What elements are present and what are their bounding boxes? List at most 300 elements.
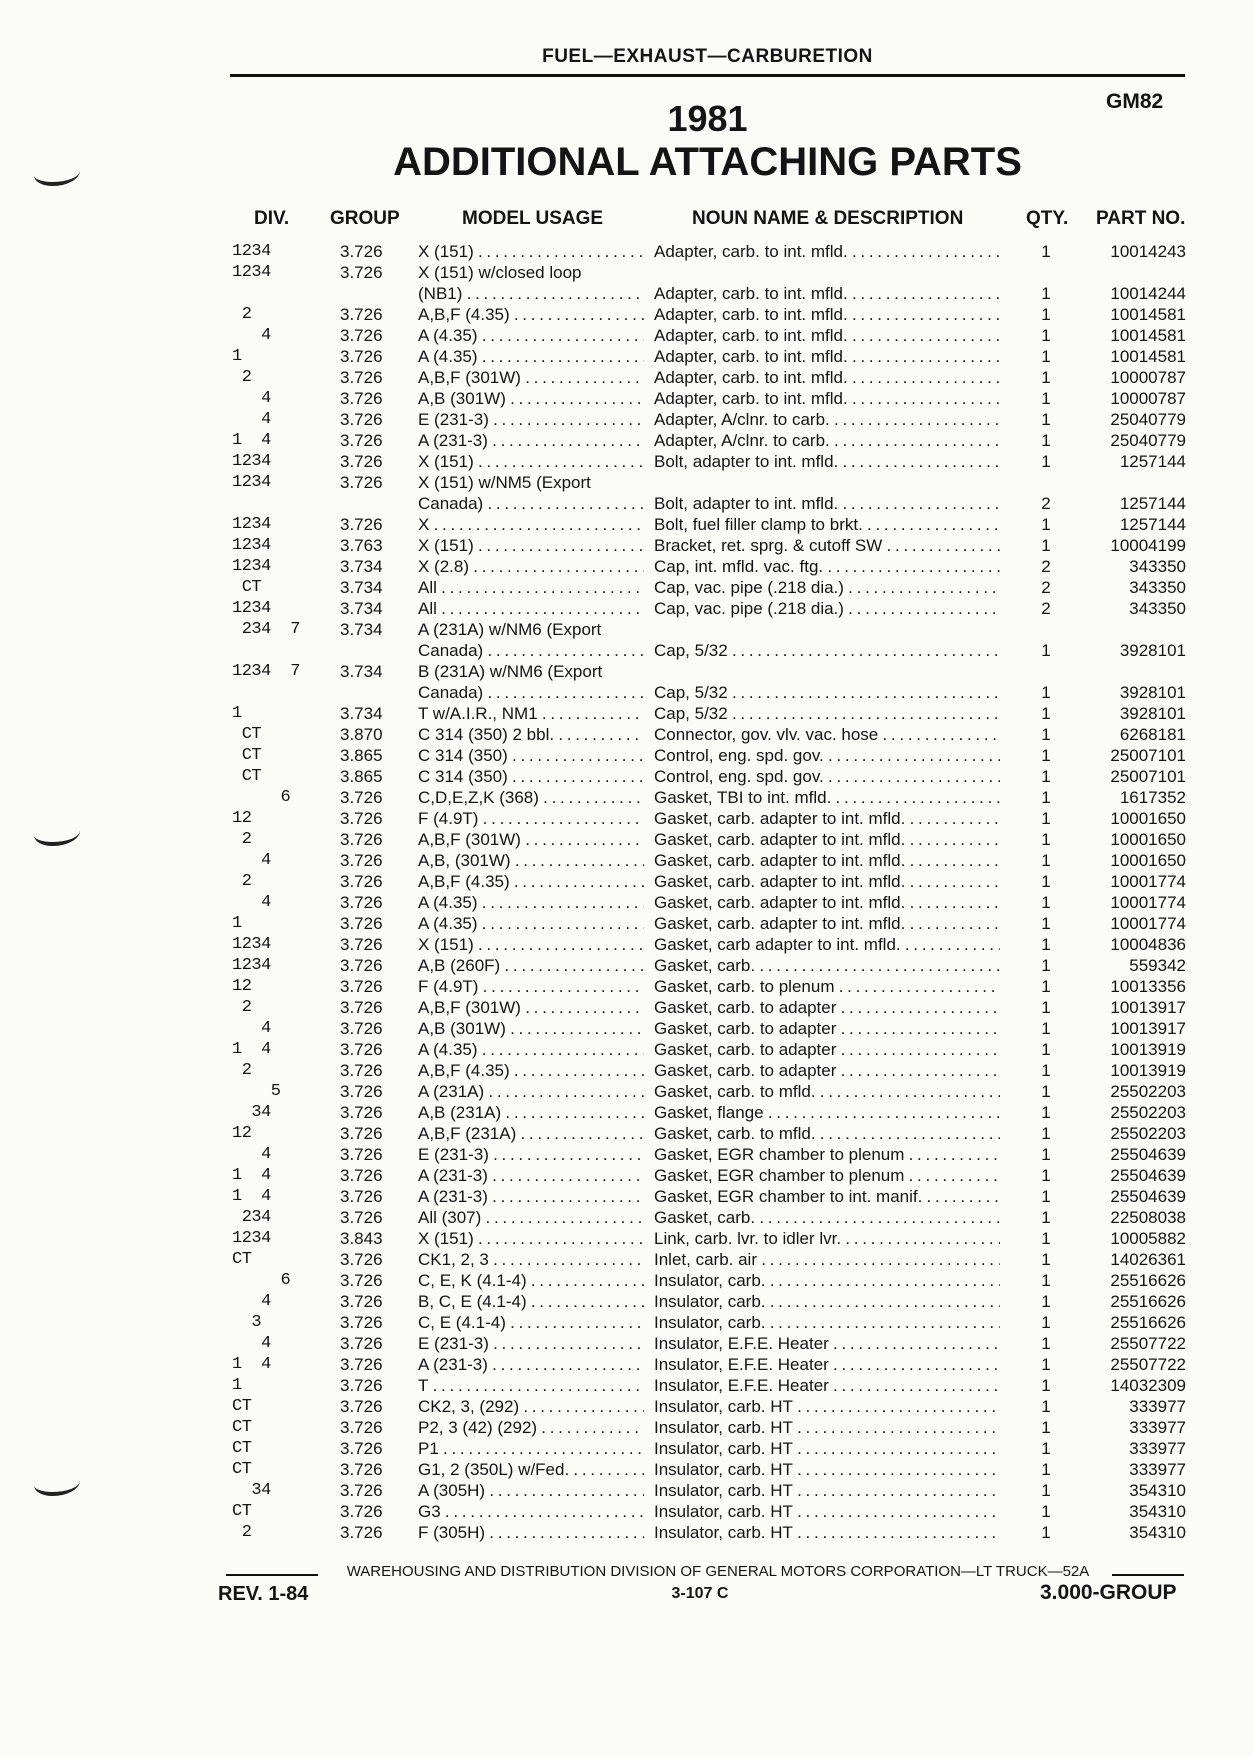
table-row xyxy=(226,997,1186,1018)
table-row xyxy=(226,1291,1186,1312)
description-cell: Control, eng. spd. gov. . . . xyxy=(654,745,1000,766)
div-cell: CT xyxy=(232,746,262,765)
table-row xyxy=(226,766,1186,787)
qty-cell: 1 xyxy=(1041,935,1051,954)
column-header-group: GROUP xyxy=(330,208,400,229)
qty-cell: 1 xyxy=(1041,704,1051,723)
table-row xyxy=(226,724,1186,745)
div-cell: 1234 xyxy=(232,515,271,534)
column-header-qty: QTY. xyxy=(1026,208,1069,229)
model-usage-cell: C 314 (350) . . . xyxy=(418,766,644,787)
qty-cell: 1 xyxy=(1041,872,1051,891)
div-cell: 2 xyxy=(232,998,252,1017)
div-cell: 12 xyxy=(232,1124,252,1143)
column-header-div: DIV. xyxy=(254,208,290,229)
qty-cell: 1 xyxy=(1041,851,1051,870)
page-number: 3-107 C xyxy=(671,1585,729,1602)
description-cell: Insulator, carb. . . . xyxy=(654,1270,1000,1291)
qty-cell: 1 xyxy=(1041,1376,1051,1395)
binder-hole-mark xyxy=(34,820,80,846)
qty-cell: 1 xyxy=(1041,1187,1051,1206)
description-cell: Insulator, E.F.E. Heater . . . xyxy=(654,1354,1000,1375)
group-cell: 3.734 xyxy=(340,620,383,639)
group-cell: 3.726 xyxy=(340,830,383,849)
table-row xyxy=(226,577,1186,598)
table-row xyxy=(226,871,1186,892)
table-row xyxy=(226,367,1186,388)
table-row xyxy=(226,1459,1186,1480)
div-cell: CT xyxy=(232,1502,252,1521)
table-row xyxy=(226,1039,1186,1060)
div-cell: 234 xyxy=(232,1208,271,1227)
div-cell: 4 xyxy=(232,1292,271,1311)
table-row xyxy=(226,598,1186,619)
description-cell: Cap, 5/32 . . . xyxy=(654,640,1000,661)
part-number-cell: 343350 xyxy=(1129,557,1186,576)
qty-cell: 1 xyxy=(1041,1481,1051,1500)
description-cell: Adapter, carb. to int. mfld. . . . xyxy=(654,367,1000,388)
part-number-cell: 10014581 xyxy=(1110,305,1186,324)
table-row xyxy=(226,241,1186,262)
description-cell: Gasket, carb. adapter to int. mfld. . . . xyxy=(654,808,1000,829)
description-cell: Gasket, TBI to int. mfld. . . . xyxy=(654,787,1000,808)
model-usage-cell: C, E (4.1-4) . . . xyxy=(418,1312,644,1333)
part-number-cell: 25504639 xyxy=(1110,1145,1186,1164)
qty-cell: 1 xyxy=(1041,431,1051,450)
description-cell: Gasket, carb. . . . xyxy=(654,1207,1000,1228)
model-usage-cell: A,B,F (4.35) . . . xyxy=(418,871,644,892)
div-cell: 12 xyxy=(232,977,252,996)
model-usage-cell: E (231-3) . . . xyxy=(418,409,644,430)
qty-cell: 1 xyxy=(1041,641,1051,660)
part-number-cell: 1257144 xyxy=(1119,452,1186,471)
part-number-cell: 25007101 xyxy=(1110,746,1186,765)
part-number-cell: 1257144 xyxy=(1119,494,1186,513)
description-cell: Gasket, EGR chamber to plenum . . . xyxy=(654,1165,1000,1186)
div-cell: 1234 xyxy=(232,473,271,492)
group-cell: 3.726 xyxy=(340,326,383,345)
page-title: ADDITIONAL ATTACHING PARTS xyxy=(393,140,1022,184)
catalog-code: GM82 xyxy=(1106,90,1164,113)
group-cell: 3.726 xyxy=(340,368,383,387)
table-row xyxy=(226,703,1186,724)
footer-rule-left xyxy=(226,1574,318,1576)
div-cell: 1 xyxy=(232,704,242,723)
div-cell: 4 xyxy=(232,326,271,345)
revision-label: REV. 1-84 xyxy=(218,1583,309,1605)
part-number-cell: 333977 xyxy=(1129,1439,1186,1458)
table-row xyxy=(226,472,1186,493)
part-number-cell: 25040779 xyxy=(1110,431,1186,450)
part-number-cell: 10001650 xyxy=(1110,830,1186,849)
part-number-cell: 25507722 xyxy=(1110,1334,1186,1353)
group-cell: 3.734 xyxy=(340,578,383,597)
group-cell: 3.843 xyxy=(340,1229,383,1248)
group-cell: 3.726 xyxy=(340,1334,383,1353)
table-row xyxy=(226,640,1186,661)
group-cell: 3.726 xyxy=(340,1271,383,1290)
parts-rows xyxy=(226,241,1186,1543)
description-cell: Cap, 5/32 . . . xyxy=(654,682,1000,703)
group-cell: 3.726 xyxy=(340,1082,383,1101)
model-usage-cell: X (151) w/closed loop xyxy=(418,263,582,282)
div-cell: 34 xyxy=(232,1103,271,1122)
table-row xyxy=(226,829,1186,850)
part-number-cell: 10001650 xyxy=(1110,851,1186,870)
div-cell: 3 xyxy=(232,1313,262,1332)
qty-cell: 1 xyxy=(1041,830,1051,849)
group-cell: 3.726 xyxy=(340,1187,383,1206)
table-row xyxy=(226,682,1186,703)
model-usage-cell: C,D,E,Z,K (368) . . . xyxy=(418,787,644,808)
model-usage-cell: X (151) . . . xyxy=(418,934,644,955)
part-number-cell: 6268181 xyxy=(1119,725,1186,744)
group-cell: 3.726 xyxy=(340,851,383,870)
model-usage-cell: All (307) . . . xyxy=(418,1207,644,1228)
description-cell: Adapter, carb. to int. mfld. . . . xyxy=(654,346,1000,367)
table-row xyxy=(226,619,1186,640)
group-cell: 3.726 xyxy=(340,809,383,828)
group-cell: 3.726 xyxy=(340,1250,383,1269)
description-cell: Gasket, carb. adapter to int. mfld. . . . xyxy=(654,871,1000,892)
table-row xyxy=(226,1060,1186,1081)
model-usage-cell: B, C, E (4.1-4) . . . xyxy=(418,1291,644,1312)
binder-hole-mark xyxy=(34,1470,80,1496)
qty-cell: 1 xyxy=(1041,242,1051,261)
qty-cell: 1 xyxy=(1041,1124,1051,1143)
group-cell: 3.726 xyxy=(340,1124,383,1143)
model-usage-cell: F (4.9T) . . . xyxy=(418,808,644,829)
qty-cell: 1 xyxy=(1041,1439,1051,1458)
group-cell: 3.726 xyxy=(340,1061,383,1080)
description-cell: Bolt, adapter to int. mfld. . . . xyxy=(654,451,1000,472)
table-row xyxy=(226,1207,1186,1228)
div-cell: 2 xyxy=(232,830,252,849)
group-cell: 3.734 xyxy=(340,557,383,576)
div-cell: 4 xyxy=(232,1019,271,1038)
column-header-model-usage: MODEL USAGE xyxy=(462,208,604,229)
div-cell: 1234 xyxy=(232,935,271,954)
qty-cell: 1 xyxy=(1041,1019,1051,1038)
group-cell: 3.726 xyxy=(340,242,383,261)
group-cell: 3.726 xyxy=(340,1103,383,1122)
model-usage-cell: X . . . xyxy=(418,514,644,535)
div-cell: 1234 xyxy=(232,242,271,261)
description-cell: Control, eng. spd. gov. . . . xyxy=(654,766,1000,787)
description-cell: Adapter, carb. to int. mfld. . . . xyxy=(654,241,1000,262)
qty-cell: 1 xyxy=(1041,305,1051,324)
part-number-cell: 333977 xyxy=(1129,1397,1186,1416)
qty-cell: 1 xyxy=(1041,998,1051,1017)
footer-division: WAREHOUSING AND DISTRIBUTION DIVISION OF GENERAL MOTORS CORPORATION—LT TRUCK—52A xyxy=(346,1563,1090,1580)
group-cell: 3.734 xyxy=(340,662,383,681)
part-number-cell: 1617352 xyxy=(1119,788,1186,807)
part-number-cell: 25507722 xyxy=(1110,1355,1186,1374)
table-row xyxy=(226,850,1186,871)
group-cell: 3.726 xyxy=(340,515,383,534)
model-usage-cell: A (4.35) . . . xyxy=(418,325,644,346)
model-usage-cell: A (231-3) . . . xyxy=(418,1186,644,1207)
qty-cell: 1 xyxy=(1041,347,1051,366)
group-cell: 3.763 xyxy=(340,536,383,555)
div-cell: 2 xyxy=(232,305,252,324)
model-usage-cell: A (231-3) . . . xyxy=(418,430,644,451)
part-number-cell: 25516626 xyxy=(1110,1271,1186,1290)
table-row xyxy=(226,1144,1186,1165)
table-row xyxy=(226,1375,1186,1396)
group-cell: 3.726 xyxy=(340,1313,383,1332)
qty-cell: 1 xyxy=(1041,767,1051,786)
description-cell: Insulator, carb. HT . . . xyxy=(654,1480,1000,1501)
model-usage-cell: A (231A) w/NM6 (Export xyxy=(418,620,602,639)
qty-cell: 1 xyxy=(1041,1061,1051,1080)
table-row xyxy=(226,1522,1186,1543)
group-cell: 3.726 xyxy=(340,1019,383,1038)
part-number-cell: 3928101 xyxy=(1119,683,1186,702)
description-cell: Gasket, carb. adapter to int. mfld. . . . xyxy=(654,829,1000,850)
part-number-cell: 25502203 xyxy=(1110,1124,1186,1143)
div-cell: 4 xyxy=(232,389,271,408)
qty-cell: 1 xyxy=(1041,1313,1051,1332)
qty-cell: 1 xyxy=(1041,1397,1051,1416)
part-number-cell: 25516626 xyxy=(1110,1313,1186,1332)
model-usage-cell: All . . . xyxy=(418,598,644,619)
description-cell: Cap, vac. pipe (.218 dia.) . . . xyxy=(654,598,1000,619)
qty-cell: 1 xyxy=(1041,1040,1051,1059)
qty-cell: 1 xyxy=(1041,1523,1051,1542)
group-label: 3.000-GROUP xyxy=(1040,1581,1177,1604)
group-cell: 3.726 xyxy=(340,1040,383,1059)
description-cell: Connector, gov. vlv. vac. hose . . . xyxy=(654,724,1000,745)
description-cell: Gasket, EGR chamber to int. manif. . . . xyxy=(654,1186,1000,1207)
group-cell: 3.726 xyxy=(340,347,383,366)
description-cell: Gasket, carb adapter to int. mfld. . . . xyxy=(654,934,1000,955)
part-number-cell: 22508038 xyxy=(1110,1208,1186,1227)
qty-cell: 1 xyxy=(1041,326,1051,345)
group-cell: 3.726 xyxy=(340,1208,383,1227)
div-cell: 1 xyxy=(232,1376,242,1395)
qty-cell: 1 xyxy=(1041,1250,1051,1269)
part-number-cell: 14026361 xyxy=(1110,1250,1186,1269)
model-usage-cell: E (231-3) . . . xyxy=(418,1333,644,1354)
group-cell: 3.726 xyxy=(340,431,383,450)
model-usage-cell: C, E, K (4.1-4) . . . xyxy=(418,1270,644,1291)
description-cell: Gasket, carb. . . . xyxy=(654,955,1000,976)
description-cell: Gasket, carb. adapter to int. mfld. . . . xyxy=(654,892,1000,913)
table-row xyxy=(226,1249,1186,1270)
div-cell: 6 xyxy=(232,788,291,807)
group-cell: 3.726 xyxy=(340,1376,383,1395)
table-row xyxy=(226,283,1186,304)
part-number-cell: 10001774 xyxy=(1110,872,1186,891)
table-row xyxy=(226,346,1186,367)
part-number-cell: 10000787 xyxy=(1110,368,1186,387)
div-cell: 1234 7 xyxy=(232,662,300,681)
div-cell: 1 4 xyxy=(232,1166,271,1185)
description-cell: Gasket, carb. to adapter . . . xyxy=(654,997,1000,1018)
model-usage-cell: G3 . . . xyxy=(418,1501,644,1522)
page-year: 1981 xyxy=(667,98,748,139)
part-number-cell: 25502203 xyxy=(1110,1103,1186,1122)
group-cell: 3.726 xyxy=(340,935,383,954)
group-cell: 3.870 xyxy=(340,725,383,744)
model-usage-cell: A (231A) . . . xyxy=(418,1081,644,1102)
qty-cell: 1 xyxy=(1041,1166,1051,1185)
column-header-description: NOUN NAME & DESCRIPTION xyxy=(692,208,964,229)
table-row xyxy=(226,556,1186,577)
group-cell: 3.726 xyxy=(340,893,383,912)
part-number-cell: 3928101 xyxy=(1119,641,1186,660)
div-cell: 12 xyxy=(232,809,252,828)
model-usage-cell: (NB1) . . . xyxy=(418,283,644,304)
div-cell: 4 xyxy=(232,851,271,870)
qty-cell: 1 xyxy=(1041,1334,1051,1353)
description-cell: Bolt, adapter to int. mfld. . . . xyxy=(654,493,1000,514)
table-row xyxy=(226,1501,1186,1522)
model-usage-cell: A,B (231A) . . . xyxy=(418,1102,644,1123)
table-row xyxy=(226,493,1186,514)
description-cell: Insulator, carb. HT . . . xyxy=(654,1417,1000,1438)
group-cell: 3.726 xyxy=(340,914,383,933)
qty-cell: 1 xyxy=(1041,389,1051,408)
div-cell: 2 xyxy=(232,1061,252,1080)
group-cell: 3.726 xyxy=(340,263,383,282)
div-cell: CT xyxy=(232,1418,252,1437)
div-cell: CT xyxy=(232,1397,252,1416)
group-cell: 3.726 xyxy=(340,872,383,891)
group-cell: 3.734 xyxy=(340,599,383,618)
table-row xyxy=(226,976,1186,997)
group-cell: 3.726 xyxy=(340,1166,383,1185)
table-row xyxy=(226,388,1186,409)
table-row xyxy=(226,1018,1186,1039)
qty-cell: 1 xyxy=(1041,1292,1051,1311)
description-cell: Insulator, carb. . . . xyxy=(654,1291,1000,1312)
model-usage-cell: A,B,F (301W) . . . xyxy=(418,829,644,850)
div-cell: CT xyxy=(232,1250,252,1269)
div-cell: 1 xyxy=(232,347,242,366)
qty-cell: 1 xyxy=(1041,410,1051,429)
model-usage-cell: C 314 (350) 2 bbl. . . . xyxy=(418,724,644,745)
table-row xyxy=(226,787,1186,808)
description-cell: Cap, 5/32 . . . xyxy=(654,703,1000,724)
model-usage-cell: A,B,F (4.35) . . . xyxy=(418,1060,644,1081)
div-cell: 4 xyxy=(232,1145,271,1164)
description-cell: Adapter, A/clnr. to carb. . . . xyxy=(654,409,1000,430)
model-usage-cell: A,B,F (4.35) . . . xyxy=(418,304,644,325)
qty-cell: 1 xyxy=(1041,977,1051,996)
table-row xyxy=(226,955,1186,976)
description-cell: Insulator, carb. HT . . . xyxy=(654,1522,1000,1543)
part-number-cell: 559342 xyxy=(1129,956,1186,975)
model-usage-cell: G1, 2 (350L) w/Fed. . . . xyxy=(418,1459,644,1480)
part-number-cell: 1257144 xyxy=(1119,515,1186,534)
part-number-cell: 25516626 xyxy=(1110,1292,1186,1311)
table-row xyxy=(226,1438,1186,1459)
group-cell: 3.726 xyxy=(340,1460,383,1479)
model-usage-cell: A,B, (301W) . . . xyxy=(418,850,644,871)
description-cell: Gasket, carb. to adapter . . . xyxy=(654,1060,1000,1081)
model-usage-cell: A (4.35) . . . xyxy=(418,892,644,913)
qty-cell: 1 xyxy=(1041,452,1051,471)
div-cell: 1 4 xyxy=(232,1355,271,1374)
qty-cell: 1 xyxy=(1041,1271,1051,1290)
qty-cell: 1 xyxy=(1041,746,1051,765)
group-cell: 3.726 xyxy=(340,1523,383,1542)
div-cell: 1234 xyxy=(232,956,271,975)
part-number-cell: 343350 xyxy=(1129,599,1186,618)
model-usage-cell: All . . . xyxy=(418,577,644,598)
table-row xyxy=(226,451,1186,472)
part-number-cell: 10005882 xyxy=(1110,1229,1186,1248)
part-number-cell: 14032309 xyxy=(1110,1376,1186,1395)
model-usage-cell: A (4.35) . . . xyxy=(418,346,644,367)
qty-cell: 1 xyxy=(1041,1355,1051,1374)
part-number-cell: 10001774 xyxy=(1110,893,1186,912)
model-usage-cell: P1 . . . xyxy=(418,1438,644,1459)
table-row xyxy=(226,409,1186,430)
qty-cell: 2 xyxy=(1041,494,1051,513)
group-cell: 3.726 xyxy=(340,1481,383,1500)
group-cell: 3.726 xyxy=(340,1397,383,1416)
description-cell: Inlet, carb. air . . . xyxy=(654,1249,1000,1270)
model-usage-cell: T . . . xyxy=(418,1375,644,1396)
qty-cell: 1 xyxy=(1041,1145,1051,1164)
qty-cell: 1 xyxy=(1041,1229,1051,1248)
div-cell: 1234 xyxy=(232,557,271,576)
qty-cell: 1 xyxy=(1041,1082,1051,1101)
part-number-cell: 10001650 xyxy=(1110,809,1186,828)
part-number-cell: 10014581 xyxy=(1110,347,1186,366)
part-number-cell: 10014243 xyxy=(1110,242,1186,261)
description-cell: Gasket, carb. to adapter . . . xyxy=(654,1018,1000,1039)
section-header: FUEL—EXHAUST—CARBURETION xyxy=(542,46,873,67)
description-cell: Bolt, fuel filler clamp to brkt. . . . xyxy=(654,514,1000,535)
table-row xyxy=(226,661,1186,682)
qty-cell: 2 xyxy=(1041,557,1051,576)
model-usage-cell: A (231-3) . . . xyxy=(418,1165,644,1186)
table-row xyxy=(226,913,1186,934)
model-usage-cell: F (305H) . . . xyxy=(418,1522,644,1543)
table-row xyxy=(226,1186,1186,1207)
group-cell: 3.726 xyxy=(340,1355,383,1374)
description-cell: Cap, int. mfld. vac. ftg. . . . xyxy=(654,556,1000,577)
part-number-cell: 25504639 xyxy=(1110,1166,1186,1185)
div-cell: 6 xyxy=(232,1271,291,1290)
table-row xyxy=(226,1417,1186,1438)
part-number-cell: 10014581 xyxy=(1110,326,1186,345)
part-number-cell: 10004199 xyxy=(1110,536,1186,555)
model-usage-cell: X (151) . . . xyxy=(418,1228,644,1249)
description-cell: Adapter, A/clnr. to carb. . . . xyxy=(654,430,1000,451)
qty-cell: 1 xyxy=(1041,1460,1051,1479)
div-cell: CT xyxy=(232,767,262,786)
table-row xyxy=(226,1123,1186,1144)
model-usage-cell: F (4.9T) . . . xyxy=(418,976,644,997)
div-cell: 2 xyxy=(232,1523,252,1542)
description-cell: Adapter, carb. to int. mfld. . . . xyxy=(654,304,1000,325)
div-cell: 1234 xyxy=(232,263,271,282)
table-row xyxy=(226,1480,1186,1501)
div-cell: 1 4 xyxy=(232,1040,271,1059)
part-number-cell: 10014244 xyxy=(1110,284,1186,303)
part-number-cell: 25504639 xyxy=(1110,1187,1186,1206)
description-cell: Adapter, carb. to int. mfld. . . . xyxy=(654,388,1000,409)
qty-cell: 1 xyxy=(1041,914,1051,933)
header-rule xyxy=(230,74,1185,77)
table-row xyxy=(226,304,1186,325)
model-usage-cell: Canada) . . . xyxy=(418,640,644,661)
